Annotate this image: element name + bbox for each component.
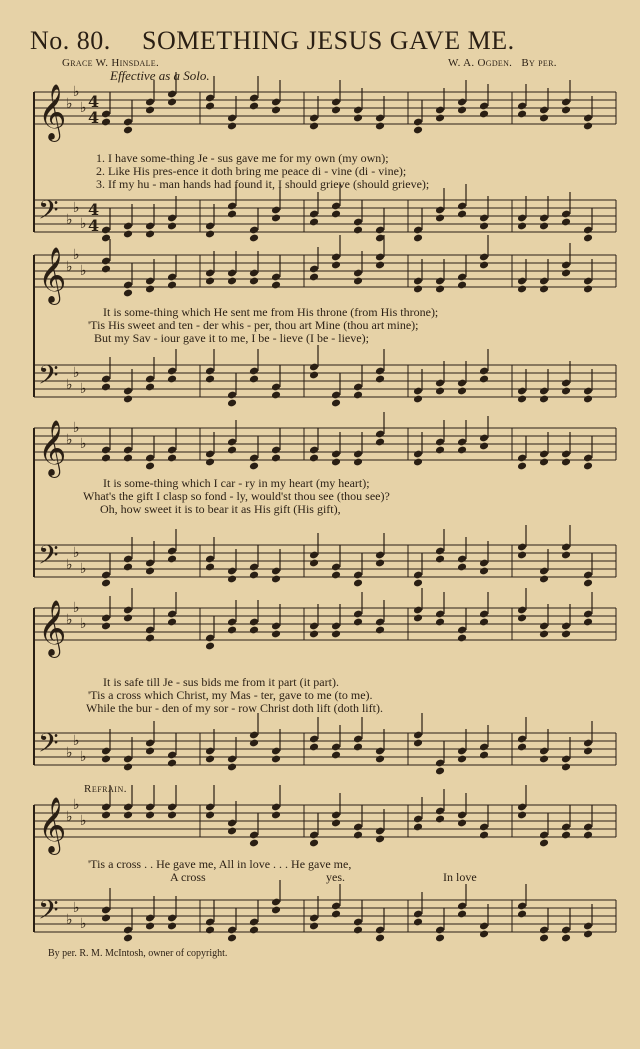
note-head (205, 563, 215, 572)
note-head (331, 458, 341, 467)
note-head (331, 106, 341, 115)
note-head (479, 831, 489, 840)
note-head (101, 914, 111, 923)
bass-clef: 𝄢 (38, 894, 59, 932)
note-head (309, 454, 319, 463)
refrain-lyric-alt-c: In love (443, 870, 477, 884)
hymn-title: SOMETHING JESUS GAVE ME. (142, 26, 515, 55)
bass-clef: 𝄢 (38, 727, 59, 765)
flat-sign: ♭ (80, 561, 87, 577)
flat-sign: ♭ (73, 365, 80, 381)
note-head (205, 102, 215, 111)
note-head (227, 122, 237, 131)
note-head (331, 571, 341, 580)
time-signature-digit: 4 (88, 216, 100, 235)
note-head (539, 285, 549, 294)
note-head (101, 579, 111, 588)
flat-sign: ♭ (66, 212, 73, 228)
note-head (561, 458, 571, 467)
time-signature-digit: 4 (88, 200, 100, 219)
note-head (309, 922, 319, 931)
note-head (309, 273, 319, 282)
note-head (353, 831, 363, 840)
flat-sign: ♭ (80, 749, 87, 765)
note-head (375, 122, 385, 131)
treble-clef: 𝄞 (38, 600, 67, 656)
note-head (413, 395, 423, 404)
flat-sign: ♭ (73, 84, 80, 100)
note-head (123, 811, 133, 820)
note-head (123, 763, 133, 772)
note-head (375, 261, 385, 270)
note-head (249, 739, 259, 748)
note-head (167, 618, 177, 627)
note-head (435, 387, 445, 396)
lyric-system3-line2: What's the gift I clasp so fond - ly, would'st thou see (thou see)? (83, 489, 390, 503)
note-head (249, 234, 259, 243)
note-head (435, 815, 445, 824)
note-head (167, 811, 177, 820)
note-head (271, 575, 281, 584)
note-head (123, 395, 133, 404)
lyric-system2-line3: But my Sav - iour gave it to me, I be - lieve (I be - lieve); (94, 331, 369, 345)
time-signature-digit: 4 (88, 92, 100, 111)
note-head (435, 555, 445, 564)
note-head (331, 819, 341, 828)
note-head (167, 281, 177, 290)
flat-sign: ♭ (80, 436, 87, 452)
note-head (145, 285, 155, 294)
lyric-system2-line2: 'Tis His sweet and ten - der whis - per, thou art Mine (thou art mine); (88, 318, 419, 332)
lyric-system3-line3: Oh, how sweet it is to bear it as His gift (His gift), (100, 502, 341, 516)
treble-clef: 𝄞 (38, 797, 67, 853)
note-head (123, 230, 133, 239)
flat-sign: ♭ (66, 612, 73, 628)
note-head (583, 462, 593, 471)
refrain-lyric-alt-b: yes. (326, 870, 345, 884)
note-head (101, 755, 111, 764)
note-head (457, 910, 467, 919)
note-head (353, 114, 363, 123)
note-head (479, 110, 489, 119)
note-head (205, 755, 215, 764)
note-head (205, 375, 215, 384)
note-head (561, 630, 571, 639)
note-head (457, 210, 467, 219)
treble-clef: 𝄞 (38, 247, 67, 303)
note-head (309, 559, 319, 568)
note-head (413, 234, 423, 243)
note-head (145, 567, 155, 576)
flat-sign: ♭ (73, 247, 80, 263)
note-head (145, 230, 155, 239)
note-head (331, 910, 341, 919)
note-head (375, 375, 385, 384)
flat-sign: ♭ (66, 809, 73, 825)
note-head (583, 831, 593, 840)
note-head (309, 371, 319, 380)
flat-sign: ♭ (80, 381, 87, 397)
note-head (375, 934, 385, 943)
note-head (249, 102, 259, 111)
note-head (413, 285, 423, 294)
note-head (517, 551, 527, 560)
flat-sign: ♭ (66, 432, 73, 448)
note-head (271, 106, 281, 115)
note-head (227, 827, 237, 836)
treble-clef: 𝄞 (38, 420, 67, 476)
lyric-system1-line2: 2. Like His pres-ence it doth bring me peace di - vine (di - vine); (96, 164, 407, 178)
flat-sign: ♭ (80, 616, 87, 632)
note-head (413, 458, 423, 467)
flat-sign: ♭ (66, 912, 73, 928)
note-head (271, 391, 281, 400)
flat-sign: ♭ (73, 600, 80, 616)
tempo-marking: Effective as a Solo. (110, 68, 210, 83)
note-head (227, 446, 237, 455)
note-head (375, 559, 385, 568)
note-head (413, 126, 423, 135)
note-head (167, 555, 177, 564)
note-head (457, 563, 467, 572)
note-head (353, 743, 363, 752)
note-head (309, 218, 319, 227)
lyric-system3-line1: It is some-thing which I car - ry in my heart (my heart); (103, 476, 370, 490)
note-head (435, 114, 445, 123)
note-head (123, 454, 133, 463)
note-head (145, 922, 155, 931)
note-head (517, 811, 527, 820)
note-head (145, 811, 155, 820)
flat-sign: ♭ (66, 96, 73, 112)
note-head (517, 110, 527, 119)
note-head (517, 910, 527, 919)
note-head (583, 618, 593, 627)
note-head (457, 819, 467, 828)
note-head (517, 285, 527, 294)
note-head (435, 934, 445, 943)
note-head (413, 739, 423, 748)
note-head (375, 835, 385, 844)
flat-sign: ♭ (73, 733, 80, 749)
note-head (145, 634, 155, 643)
note-head (101, 454, 111, 463)
hymn-number: No. 80. (30, 26, 111, 55)
note-head (413, 823, 423, 832)
note-head (271, 454, 281, 463)
note-head (271, 630, 281, 639)
note-head (479, 751, 489, 760)
lyricist-credit: Grace W. Hinsdale. (62, 57, 160, 69)
note-head (561, 218, 571, 227)
note-head (583, 122, 593, 131)
bass-clef: 𝄢 (38, 359, 59, 397)
note-head (227, 575, 237, 584)
note-head (331, 399, 341, 408)
note-head (435, 214, 445, 223)
note-head (123, 289, 133, 298)
note-head (101, 383, 111, 392)
note-head (227, 399, 237, 408)
note-head (145, 462, 155, 471)
note-head (167, 375, 177, 384)
lyric-system4-line2: 'Tis a cross which Christ, my Mas - ter, gave to me (to me). (88, 688, 373, 702)
note-head (457, 106, 467, 115)
flat-sign: ♭ (66, 259, 73, 275)
note-head (101, 622, 111, 631)
note-head (227, 210, 237, 219)
note-head (353, 277, 363, 286)
note-head (123, 614, 133, 623)
note-head (249, 571, 259, 580)
note-head (227, 763, 237, 772)
note-head (561, 106, 571, 115)
note-head (271, 811, 281, 820)
note-head (309, 743, 319, 752)
note-head (249, 626, 259, 635)
note-head (539, 630, 549, 639)
note-head (457, 755, 467, 764)
lyric-system1-line1: 1. I have some-thing Je - sus gave me for my own (my own); (96, 151, 389, 165)
note-head (167, 922, 177, 931)
note-head (539, 114, 549, 123)
note-head (249, 839, 259, 848)
note-head (123, 563, 133, 572)
time-signature-digit: 4 (88, 108, 100, 127)
note-head (271, 755, 281, 764)
note-head (457, 634, 467, 643)
note-head (205, 811, 215, 820)
note-head (435, 446, 445, 455)
note-head (583, 234, 593, 243)
note-head (517, 222, 527, 231)
note-head (479, 442, 489, 451)
note-head (353, 579, 363, 588)
note-head (227, 626, 237, 635)
note-head (227, 277, 237, 286)
note-head (353, 391, 363, 400)
note-head (227, 934, 237, 943)
note-head (205, 458, 215, 467)
bass-clef: 𝄢 (38, 539, 59, 577)
note-head (539, 458, 549, 467)
refrain-label: Refrain. (84, 783, 127, 795)
flat-sign: ♭ (73, 545, 80, 561)
note-head (167, 759, 177, 768)
note-head (101, 265, 111, 274)
note-head (101, 811, 111, 820)
note-head (517, 743, 527, 752)
composer-name: W. A. Ogden. (448, 57, 513, 69)
flat-sign: ♭ (66, 557, 73, 573)
note-head (249, 926, 259, 935)
note-head (413, 614, 423, 623)
note-head (309, 122, 319, 131)
note-head (101, 118, 111, 127)
note-head (353, 618, 363, 627)
note-head (331, 630, 341, 639)
note-head (145, 383, 155, 392)
note-head (249, 277, 259, 286)
note-head (517, 395, 527, 404)
note-head (435, 767, 445, 776)
note-head (435, 618, 445, 627)
note-head (457, 387, 467, 396)
permission-note: By per. (521, 57, 557, 69)
flat-sign: ♭ (73, 900, 80, 916)
note-head (479, 930, 489, 939)
note-head (561, 269, 571, 278)
note-head (583, 285, 593, 294)
note-head (583, 930, 593, 939)
note-head (353, 458, 363, 467)
flat-sign: ♭ (80, 216, 87, 232)
note-head (561, 763, 571, 772)
note-head (145, 106, 155, 115)
note-head (375, 626, 385, 635)
flat-sign: ♭ (66, 377, 73, 393)
note-head (205, 277, 215, 286)
note-head (205, 230, 215, 239)
note-head (353, 926, 363, 935)
note-head (167, 98, 177, 107)
note-head (375, 755, 385, 764)
note-head (435, 285, 445, 294)
lyric-system4-line3: While the bur - den of my sor - row Christ doth lift (doth lift). (86, 701, 383, 715)
note-head (331, 261, 341, 270)
refrain-lyric-alt-a: A cross (170, 870, 206, 884)
note-head (539, 934, 549, 943)
lyric-system4-line1: It is safe till Je - sus bids me from it part (it part). (103, 675, 339, 689)
note-head (205, 642, 215, 651)
note-head (583, 395, 593, 404)
note-head (479, 222, 489, 231)
note-head (123, 934, 133, 943)
note-head (561, 934, 571, 943)
flat-sign: ♭ (80, 813, 87, 829)
note-head (517, 614, 527, 623)
note-head (479, 261, 489, 270)
treble-clef: 𝄞 (38, 84, 67, 140)
note-head (249, 375, 259, 384)
refrain-lyric-line1: 'Tis a cross . . He gave me, All in love . . . He gave me, (88, 857, 352, 871)
note-head (561, 387, 571, 396)
note-head (167, 454, 177, 463)
note-head (479, 618, 489, 627)
bass-clef: 𝄢 (38, 194, 59, 232)
lyric-system1-line3: 3. If my hu - man hands had found it, I should grieve (should grieve); (96, 177, 430, 191)
note-head (457, 446, 467, 455)
note-head (331, 751, 341, 760)
copyright-note: By per. R. M. McIntosh, owner of copyright. (48, 948, 228, 959)
note-head (457, 281, 467, 290)
note-head (583, 579, 593, 588)
flat-sign: ♭ (73, 200, 80, 216)
note-head (539, 395, 549, 404)
flat-sign: ♭ (80, 263, 87, 279)
flat-sign: ♭ (66, 745, 73, 761)
note-head (123, 126, 133, 135)
note-head (561, 551, 571, 560)
note-head (167, 222, 177, 231)
flat-sign: ♭ (73, 797, 80, 813)
note-head (271, 906, 281, 915)
note-head (561, 831, 571, 840)
flat-sign: ♭ (80, 100, 87, 116)
note-head (539, 755, 549, 764)
note-head (413, 918, 423, 927)
note-head (309, 630, 319, 639)
note-head (583, 747, 593, 756)
note-head (271, 281, 281, 290)
flat-sign: ♭ (73, 420, 80, 436)
note-head (539, 575, 549, 584)
note-head (145, 747, 155, 756)
note-head (517, 462, 527, 471)
flat-sign: ♭ (80, 916, 87, 932)
note-head (479, 375, 489, 384)
note-head (249, 462, 259, 471)
note-head (539, 839, 549, 848)
note-head (331, 210, 341, 219)
lyric-system2-line1: It is some-thing which He sent me from His throne (from His throne); (103, 305, 439, 319)
note-head (309, 839, 319, 848)
note-head (413, 579, 423, 588)
note-head (375, 438, 385, 447)
note-head (353, 226, 363, 235)
note-head (205, 926, 215, 935)
note-head (539, 222, 549, 231)
note-head (479, 567, 489, 576)
note-head (271, 214, 281, 223)
